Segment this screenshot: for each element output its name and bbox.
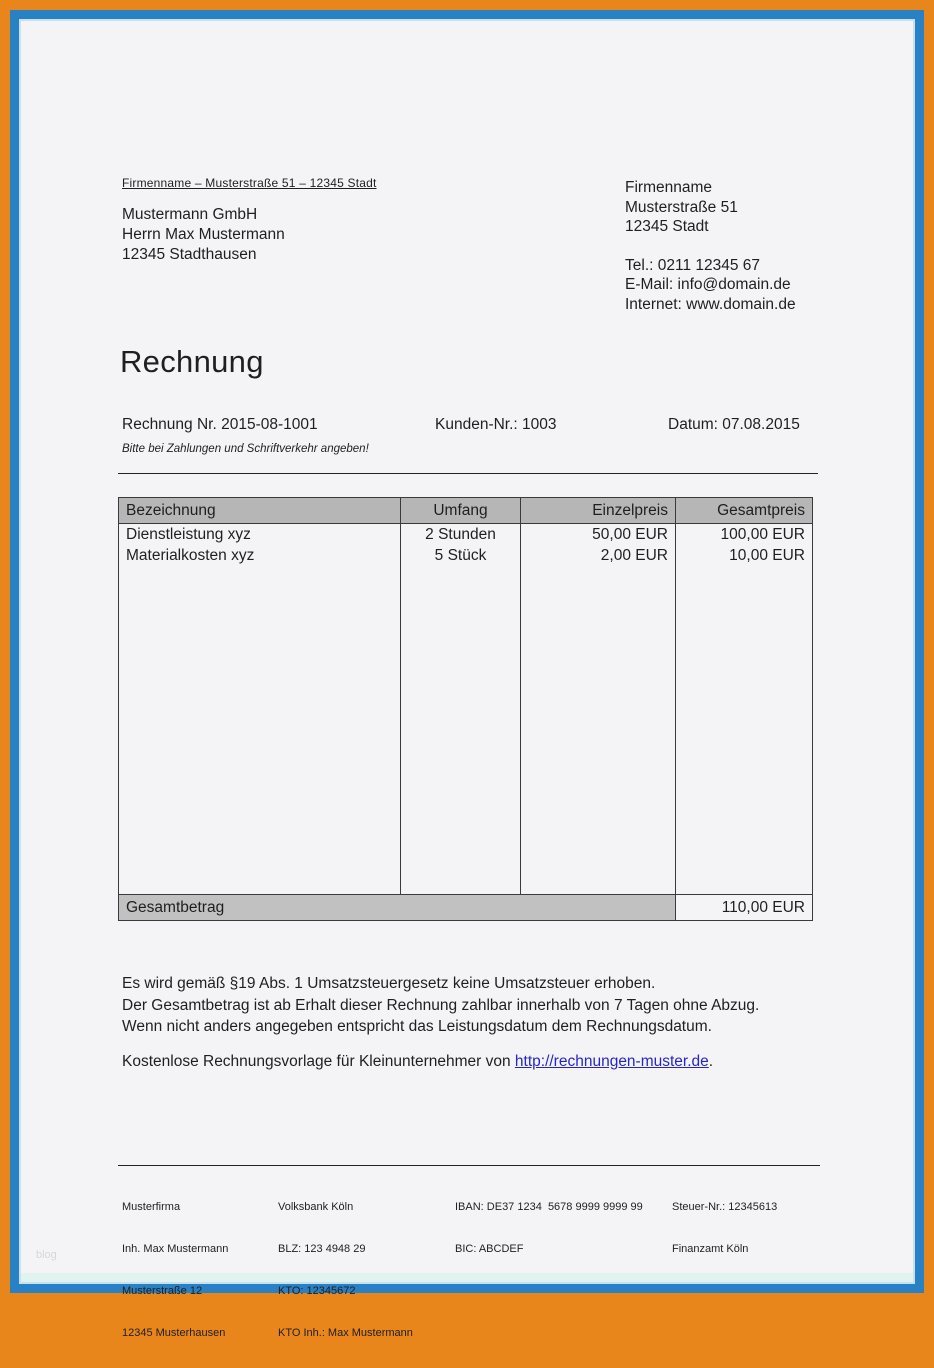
invoice-page bbox=[10, 10, 924, 1339]
company-email: E-Mail: info@domain.de bbox=[625, 276, 791, 293]
table-total-row bbox=[119, 895, 813, 921]
table-cell-quantity: 2 Stunden bbox=[401, 524, 521, 546]
table-filler-row bbox=[119, 566, 813, 895]
footer-company-column bbox=[122, 1172, 228, 1368]
footer-line: BIC: ABCDEF bbox=[455, 1243, 524, 1255]
column-header-einzelpreis: Einzelpreis bbox=[521, 498, 676, 524]
recipient-line: Herrn Max Mustermann bbox=[122, 226, 285, 243]
total-value: 110,00 EUR bbox=[676, 895, 813, 921]
items-table bbox=[118, 497, 813, 921]
company-line: Firmenname bbox=[625, 179, 712, 196]
footer-line: Volksbank Köln bbox=[278, 1201, 354, 1213]
divider-line bbox=[118, 473, 818, 474]
footer-line: Finanzamt Köln bbox=[672, 1243, 749, 1255]
footer-iban-column bbox=[455, 1172, 643, 1284]
footer-line: BLZ: 123 4948 29 bbox=[278, 1243, 366, 1255]
credit-suffix: . bbox=[708, 1053, 714, 1070]
table-row bbox=[119, 545, 813, 566]
invoice-number: Rechnung Nr. 2015-08-1001 bbox=[122, 416, 318, 433]
footer-tax-column bbox=[672, 1172, 777, 1284]
table-row bbox=[119, 524, 813, 546]
table-cell-description: Dienstleistung xyz bbox=[126, 526, 251, 543]
table-cell-total-price: 100,00 EUR bbox=[676, 524, 813, 546]
invoice-date: Datum: 07.08.2015 bbox=[668, 416, 800, 433]
footer-line: Inh. Max Mustermann bbox=[122, 1243, 229, 1255]
column-header-bezeichnung: Bezeichnung bbox=[119, 498, 401, 524]
template-credit-line bbox=[122, 1053, 713, 1071]
company-address-block bbox=[625, 178, 796, 314]
company-line: Musterstraße 51 bbox=[625, 198, 738, 216]
terms-line: Wenn nicht anders angegeben entspricht das Leistungsdatum dem Rechnungsdatum. bbox=[122, 1018, 712, 1035]
bottom-accent-strip bbox=[21, 1273, 913, 1282]
table-cell-total-price: 10,00 EUR bbox=[676, 545, 813, 566]
customer-number: Kunden-Nr.: 1003 bbox=[435, 416, 557, 433]
terms-line: Der Gesamtbetrag ist ab Erhalt dieser Rechnung zahlbar innerhalb von 7 Tagen ohne Abzug. bbox=[122, 996, 760, 1014]
sender-return-line: Firmenname – Musterstraße 51 – 12345 Stadt bbox=[122, 176, 377, 190]
footer-line: KTO Inh.: Max Mustermann bbox=[278, 1327, 413, 1339]
payment-reference-note: Bitte bei Zahlungen und Schriftverkehr angeben! bbox=[122, 443, 369, 455]
footer-bank-column bbox=[278, 1172, 413, 1368]
footer-line: Musterfirma bbox=[122, 1201, 181, 1213]
footer-line: 12345 Musterhausen bbox=[122, 1327, 226, 1339]
column-header-gesamtpreis: Gesamtpreis bbox=[676, 498, 813, 524]
recipient-line: 12345 Stadthausen bbox=[122, 246, 257, 263]
table-cell-description: Materialkosten xyz bbox=[126, 547, 255, 564]
footer-divider-line bbox=[118, 1165, 820, 1166]
footer-line: Steuer-Nr.: 12345613 bbox=[672, 1201, 778, 1213]
recipient-line: Mustermann GmbH bbox=[122, 206, 258, 223]
footer-line: IBAN: DE37 1234 5678 9999 9999 99 bbox=[455, 1201, 643, 1213]
footer-line: KTO: 12345672 bbox=[278, 1285, 356, 1297]
recipient-address bbox=[122, 205, 285, 265]
company-contact-block bbox=[625, 256, 796, 315]
column-header-umfang: Umfang bbox=[401, 498, 521, 524]
footer-line: Musterstraße 12 bbox=[122, 1285, 203, 1297]
template-source-link[interactable]: http://rechnungen-muster.de bbox=[514, 1053, 709, 1070]
credit-text: Kostenlose Rechnungsvorlage für Kleinunternehmer von bbox=[122, 1053, 515, 1070]
table-cell-quantity: 5 Stück bbox=[401, 545, 521, 566]
page-title: Rechnung bbox=[120, 344, 264, 379]
scan-watermark: blog bbox=[36, 1249, 57, 1261]
terms-line: Es wird gemäß §19 Abs. 1 Umsatzsteuergesetz keine Umsatzsteuer erhoben. bbox=[122, 975, 656, 992]
table-cell-unit-price: 50,00 EUR bbox=[521, 524, 676, 546]
table-header-row bbox=[119, 498, 813, 524]
company-line: 12345 Stadt bbox=[625, 218, 709, 235]
total-label: Gesamtbetrag bbox=[119, 895, 676, 921]
company-website: Internet: www.domain.de bbox=[625, 295, 796, 313]
table-cell-unit-price: 2,00 EUR bbox=[521, 545, 676, 566]
company-phone: Tel.: 0211 12345 67 bbox=[625, 256, 761, 274]
terms-paragraph bbox=[122, 973, 759, 1038]
